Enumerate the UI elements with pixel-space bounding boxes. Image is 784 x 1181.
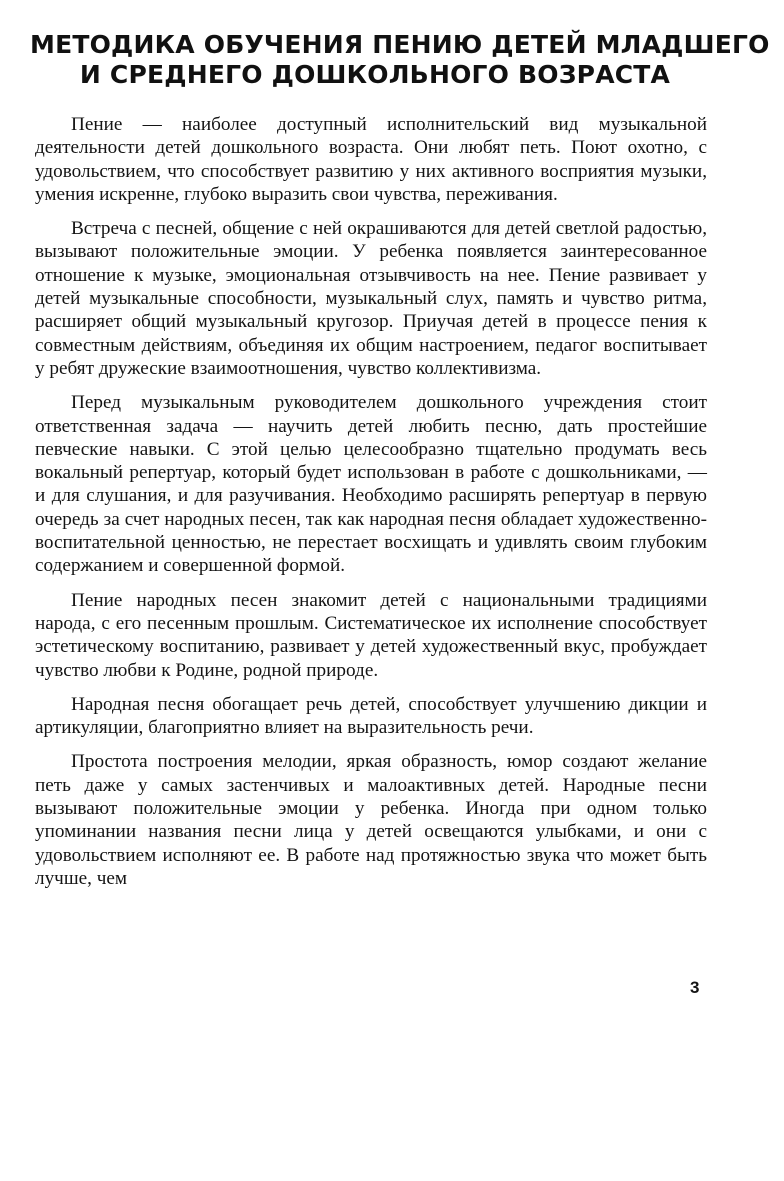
- chapter-title-line-1: МЕТОДИКА ОБУЧЕНИЯ ПЕНИЮ ДЕТЕЙ МЛАДШЕГО: [30, 30, 770, 59]
- paragraph: Народная песня обогащает речь детей, способствует улучшению дикции и артикуляции, благоприятно влияет на выразительность речи.: [35, 693, 707, 739]
- paragraph: Встреча с песней, общение с ней окрашиваются для детей светлой радостью, вызывают положительные эмоции. У ребенка появляется заинтересованное отношение к музыке, эмоциональная отзывчивость на нее. Пение развивает у детей музыкальные способности, музыкальный слух, память и чувство ритма, расширяет общий музыкальный кругозор. Приучая детей в процессе пения к совместным действиям, объединяя их общим настроением, педагог воспитывает у ребят дружеские взаимоотношения, чувство коллективизма.: [35, 218, 707, 379]
- chapter-title-line-2: И СРЕДНЕГО ДОШКОЛЬНОГО ВОЗРАСТА: [79, 60, 671, 89]
- paragraph: Пение — наиболее доступный исполнительский вид музыкальной деятельности детей дошкольного возраста. Они любят петь. Поют охотно, с удовольствием, что способствует развитию у них активного восприятия музыки, умения искренне, глубоко выразить свои чувства, переживания.: [35, 114, 707, 205]
- body-text: [35, 113, 707, 890]
- page-number: 3: [690, 978, 700, 997]
- paragraph: Пение народных песен знакомит детей с национальными традициями народа, с его песенным прошлым. Систематическое их исполнение способствует эстетическому воспитанию, развивает у детей художественный вкус, пробуждает чувство любви к Родине, родной природе.: [35, 589, 707, 681]
- paragraph: Простота построения мелодии, яркая образность, юмор создают желание петь даже у самых застенчивых и малоактивных детей. Народные песни вызывают положительные эмоции у ребенка. Иногда при одном только упоминании названия песни лица у детей освещаются улыбками, и они с удовольствием исполняют ее. В работе над протяжностью звука что может быть лучше, чем: [35, 751, 707, 889]
- paragraph: Перед музыкальным руководителем дошкольного учреждения стоит ответственная задача — научить детей любить песню, дать простейшие певческие навыки. С этой целью целесообразно тщательно продумать весь вокальный репертуар, который будет использован в работе с дошкольниками, — и для слушания, и для разучивания. Необходимо расширять репертуар в первую очередь за счет народных песен, так как народная песня обладает художественно-воспитательной ценностью, не перестает восхищать и удивлять своим глубоким содержанием и совершенной формой.: [35, 392, 707, 577]
- chapter-title: [30, 30, 770, 90]
